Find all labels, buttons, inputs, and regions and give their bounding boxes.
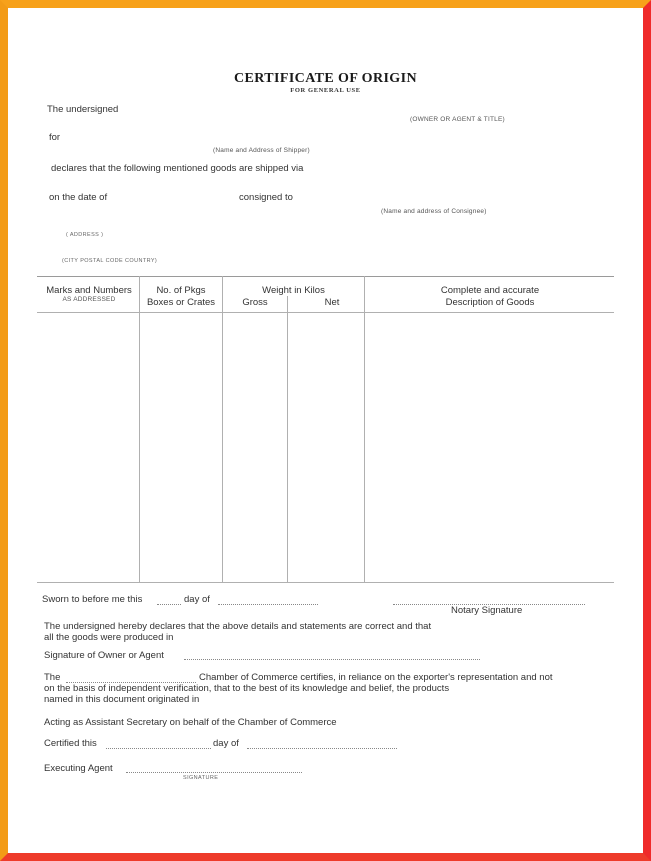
chamber-text-2: on the basis of independent verification, that to the best of its knowledge and belief, the products xyxy=(44,683,450,694)
sworn-day-line xyxy=(157,604,181,605)
col-header-desc-sub: Description of Goods xyxy=(445,297,535,308)
col-header-marks: Marks and Numbers xyxy=(46,285,132,296)
declares-text: declares that the following mentioned goods are shipped via xyxy=(51,163,304,174)
chamber-text-3: named in this document originated in xyxy=(44,694,200,705)
owner-signature-line xyxy=(184,659,480,660)
col-header-marks-sub: AS ADDRESSED xyxy=(62,296,116,303)
owner-agent-caption: (OWNER OR AGENT & TITLE) xyxy=(410,116,505,123)
table-col-divider xyxy=(364,276,365,582)
acting-text: Acting as Assistant Secretary on behalf of the Chamber of Commerce xyxy=(44,717,337,728)
col-header-weight: Weight in Kilos xyxy=(262,285,325,296)
certified-label: Certified this xyxy=(44,738,97,749)
address-caption: ( ADDRESS ) xyxy=(66,232,104,238)
col-header-gross: Gross xyxy=(242,297,268,308)
chamber-text-1: Chamber of Commerce certifies, in reliance on the exporter's representation and not xyxy=(199,672,553,683)
table-col-divider xyxy=(222,276,223,582)
consigned-label: consigned to xyxy=(239,192,293,203)
executing-agent-label: Executing Agent xyxy=(44,763,113,774)
sworn-label: Sworn to before me this xyxy=(42,594,143,605)
city-caption: (CITY POSTAL CODE COUNTRY) xyxy=(62,258,158,264)
col-header-pkgs-sub: Boxes or Crates xyxy=(146,297,216,308)
certificate-subtitle: FOR GENERAL USE xyxy=(290,87,361,94)
owner-signature-label: Signature of Owner or Agent xyxy=(44,650,164,661)
declaration-line-1: The undersigned hereby declares that the above details and statements are correct and that xyxy=(44,621,432,632)
table-col-divider xyxy=(139,276,140,582)
sworn-day-of: day of xyxy=(184,594,210,605)
certificate-title: CERTIFICATE OF ORIGIN xyxy=(234,71,417,86)
undersigned-label: The undersigned xyxy=(47,104,119,115)
table-bottom-rule xyxy=(37,582,614,583)
sworn-month-line xyxy=(218,604,318,605)
shipper-caption: (Name and Address of Shipper) xyxy=(213,147,310,154)
notary-signature-label: Notary Signature xyxy=(451,605,523,616)
the-label: The xyxy=(44,672,61,683)
col-header-pkgs: No. of Pkgs xyxy=(156,285,206,296)
executing-agent-line xyxy=(126,772,302,773)
certified-day-of: day of xyxy=(213,738,239,749)
certified-day-line xyxy=(106,748,211,749)
date-label: on the date of xyxy=(49,192,108,203)
declaration-line-2: all the goods were produced in xyxy=(44,632,174,643)
signature-caption: SIGNATURE xyxy=(183,775,219,781)
consignee-caption: (Name and address of Consignee) xyxy=(381,208,487,215)
table-header-rule xyxy=(37,312,614,313)
certified-month-line xyxy=(247,748,397,749)
col-header-net: Net xyxy=(324,297,340,308)
for-label: for xyxy=(49,132,61,143)
table-top-rule xyxy=(37,276,614,277)
col-header-desc: Complete and accurate xyxy=(440,285,540,296)
table-col-divider xyxy=(287,296,288,582)
